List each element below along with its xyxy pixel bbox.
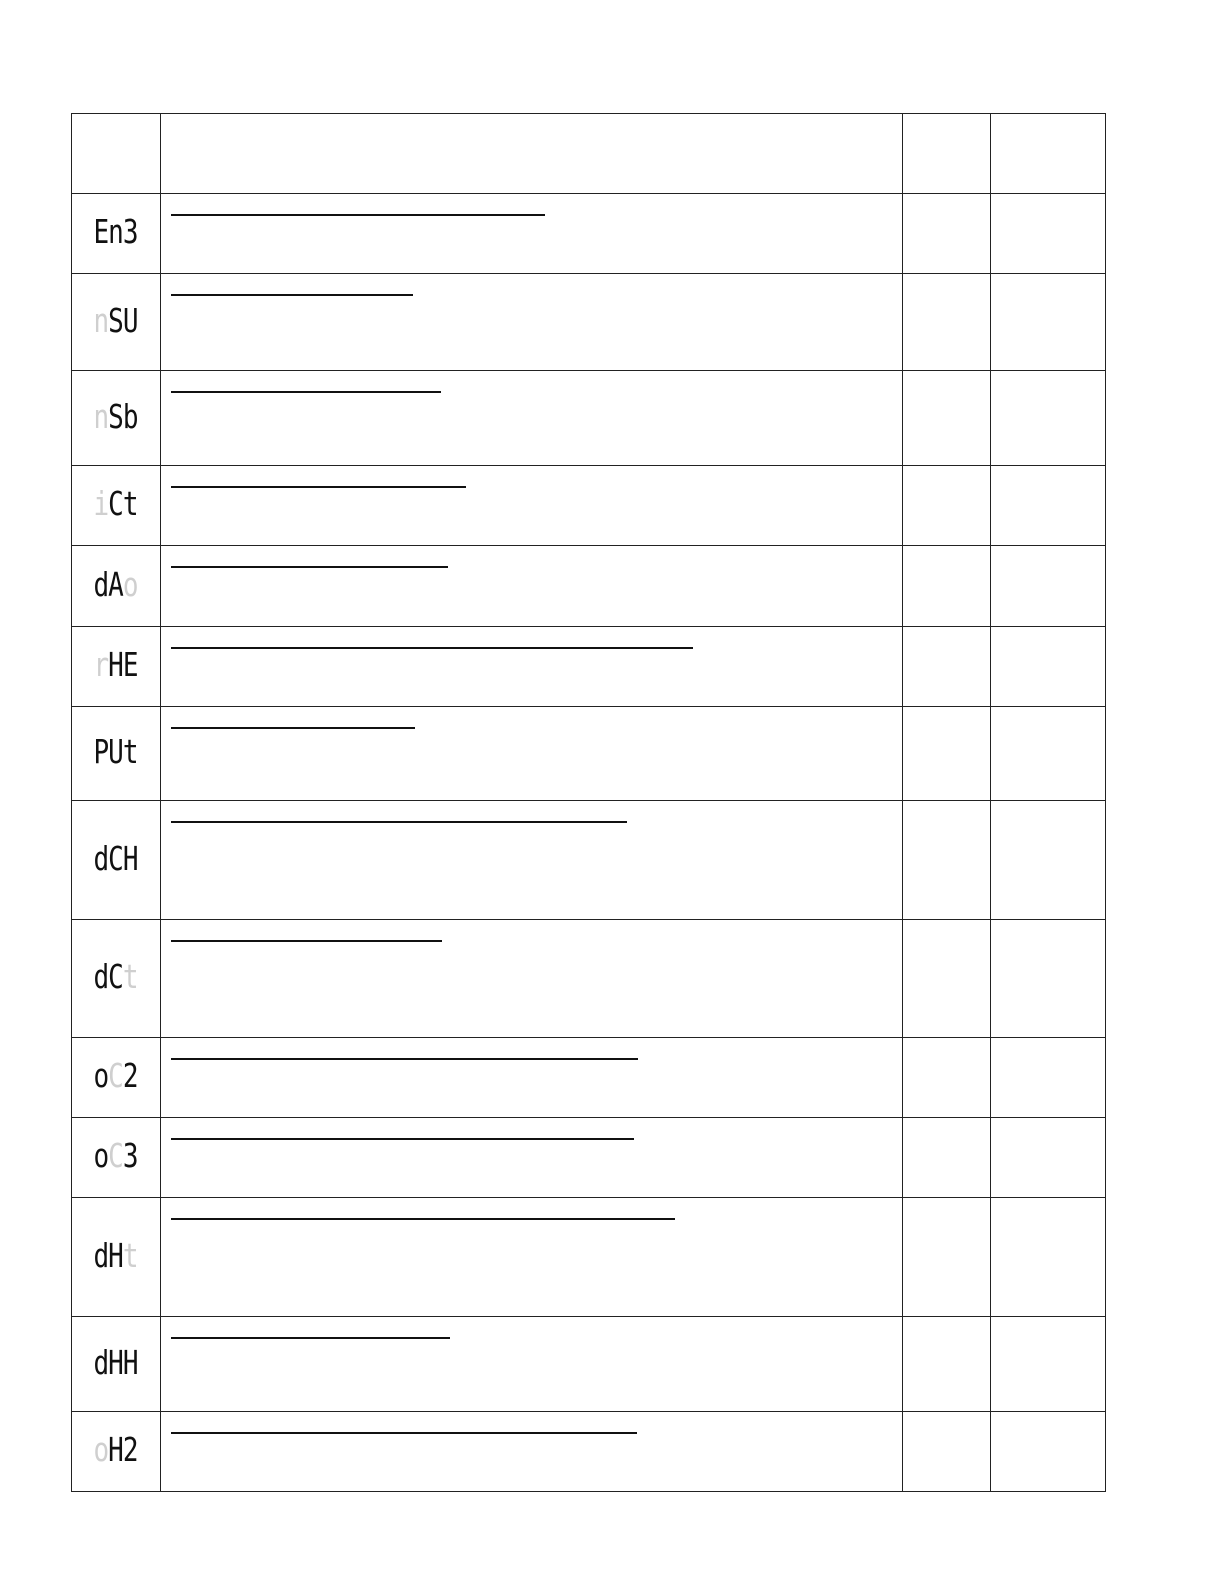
parameter-code-cell <box>71 193 160 273</box>
description-heading-underline <box>171 566 448 568</box>
table-row <box>71 1316 1106 1411</box>
lcd-character: C <box>108 840 123 879</box>
lcd-character: S <box>108 302 123 341</box>
lcd-code-display <box>93 959 138 997</box>
lcd-code-display <box>93 1237 138 1276</box>
table-row <box>71 465 1106 545</box>
lcd-code-display <box>93 1344 138 1383</box>
description-heading-underline <box>171 727 415 729</box>
lcd-character: o <box>122 566 138 605</box>
lcd-code-display <box>93 1058 138 1096</box>
parameter-code-cell <box>71 919 160 1037</box>
lcd-character: H <box>108 647 123 685</box>
table-row <box>71 193 1106 273</box>
table-row <box>71 706 1106 800</box>
parameter-code-cell <box>71 545 160 626</box>
lcd-code-display <box>93 398 138 437</box>
lcd-code-display <box>93 1432 138 1470</box>
lcd-character: t <box>122 734 138 772</box>
description-heading-underline <box>171 1337 450 1339</box>
description-heading-underline <box>171 486 466 488</box>
lcd-character: d <box>93 566 109 605</box>
lcd-character: C <box>108 1058 123 1096</box>
parameter-code-cell <box>71 273 160 370</box>
lcd-character: d <box>93 1237 109 1276</box>
lcd-character: H <box>108 1344 123 1383</box>
table-row-border <box>71 1491 1106 1492</box>
lcd-character: n <box>93 398 109 437</box>
lcd-code-display <box>93 486 138 524</box>
lcd-character: d <box>93 1344 109 1383</box>
parameter-table <box>71 113 1106 1492</box>
description-heading-underline <box>171 1218 675 1220</box>
table-row <box>71 1411 1106 1491</box>
table-row <box>71 273 1106 370</box>
lcd-code-display <box>93 302 138 341</box>
lcd-character: t <box>122 1237 138 1276</box>
table-row-border <box>71 113 1106 114</box>
lcd-character: H <box>122 840 138 879</box>
lcd-character: r <box>93 647 109 685</box>
lcd-character: C <box>108 959 123 997</box>
parameter-code-cell <box>71 800 160 919</box>
description-heading-underline <box>171 294 413 296</box>
lcd-character: d <box>93 959 109 997</box>
parameter-code-cell <box>71 706 160 800</box>
parameter-code-cell <box>71 1197 160 1316</box>
lcd-character: d <box>93 840 109 879</box>
lcd-character: H <box>108 1432 123 1470</box>
lcd-character: E <box>93 214 109 252</box>
lcd-character: o <box>93 1138 109 1176</box>
lcd-character: 2 <box>122 1432 138 1470</box>
table-row <box>71 800 1106 919</box>
parameter-code-cell <box>71 1411 160 1491</box>
parameter-code-cell <box>71 465 160 545</box>
lcd-character: H <box>108 1237 123 1276</box>
description-heading-underline <box>171 647 693 649</box>
lcd-character: i <box>93 486 109 524</box>
table-row <box>71 1197 1106 1316</box>
description-heading-underline <box>171 214 545 216</box>
description-heading-underline <box>171 1432 637 1434</box>
description-heading-underline <box>171 391 441 393</box>
lcd-character: n <box>108 214 123 252</box>
lcd-character: C <box>108 1138 123 1176</box>
lcd-code-display <box>93 734 138 772</box>
description-heading-underline <box>171 821 627 823</box>
lcd-character: o <box>93 1058 109 1096</box>
parameter-code-cell <box>71 370 160 465</box>
lcd-character: A <box>108 566 123 605</box>
table-row <box>71 626 1106 706</box>
description-heading-underline <box>171 940 442 942</box>
parameter-code-cell <box>71 1037 160 1117</box>
lcd-character: 3 <box>122 1138 138 1176</box>
lcd-character: t <box>122 486 138 524</box>
lcd-character: t <box>122 959 138 997</box>
lcd-character: o <box>93 1432 109 1470</box>
lcd-character: b <box>122 398 138 437</box>
lcd-code-display <box>93 566 138 605</box>
lcd-character: U <box>108 734 123 772</box>
lcd-character: E <box>122 647 138 685</box>
lcd-code-display <box>93 214 138 252</box>
table-row <box>71 370 1106 465</box>
description-heading-underline <box>171 1058 638 1060</box>
lcd-character: P <box>93 734 109 772</box>
lcd-character: S <box>108 398 123 437</box>
description-heading-underline <box>171 1138 634 1140</box>
table-row <box>71 1117 1106 1197</box>
lcd-character: H <box>122 1344 138 1383</box>
table-row <box>71 1037 1106 1117</box>
lcd-code-display <box>93 1138 138 1176</box>
parameter-code-cell <box>71 1316 160 1411</box>
lcd-code-display <box>93 647 138 685</box>
lcd-character: 2 <box>122 1058 138 1096</box>
table-row <box>71 919 1106 1037</box>
lcd-character: 3 <box>122 214 138 252</box>
table-row <box>71 545 1106 626</box>
parameter-code-cell <box>71 626 160 706</box>
parameter-code-cell <box>71 1117 160 1197</box>
lcd-character: n <box>93 302 109 341</box>
lcd-code-display <box>93 840 138 879</box>
lcd-character: C <box>108 486 123 524</box>
lcd-character: U <box>122 302 138 341</box>
